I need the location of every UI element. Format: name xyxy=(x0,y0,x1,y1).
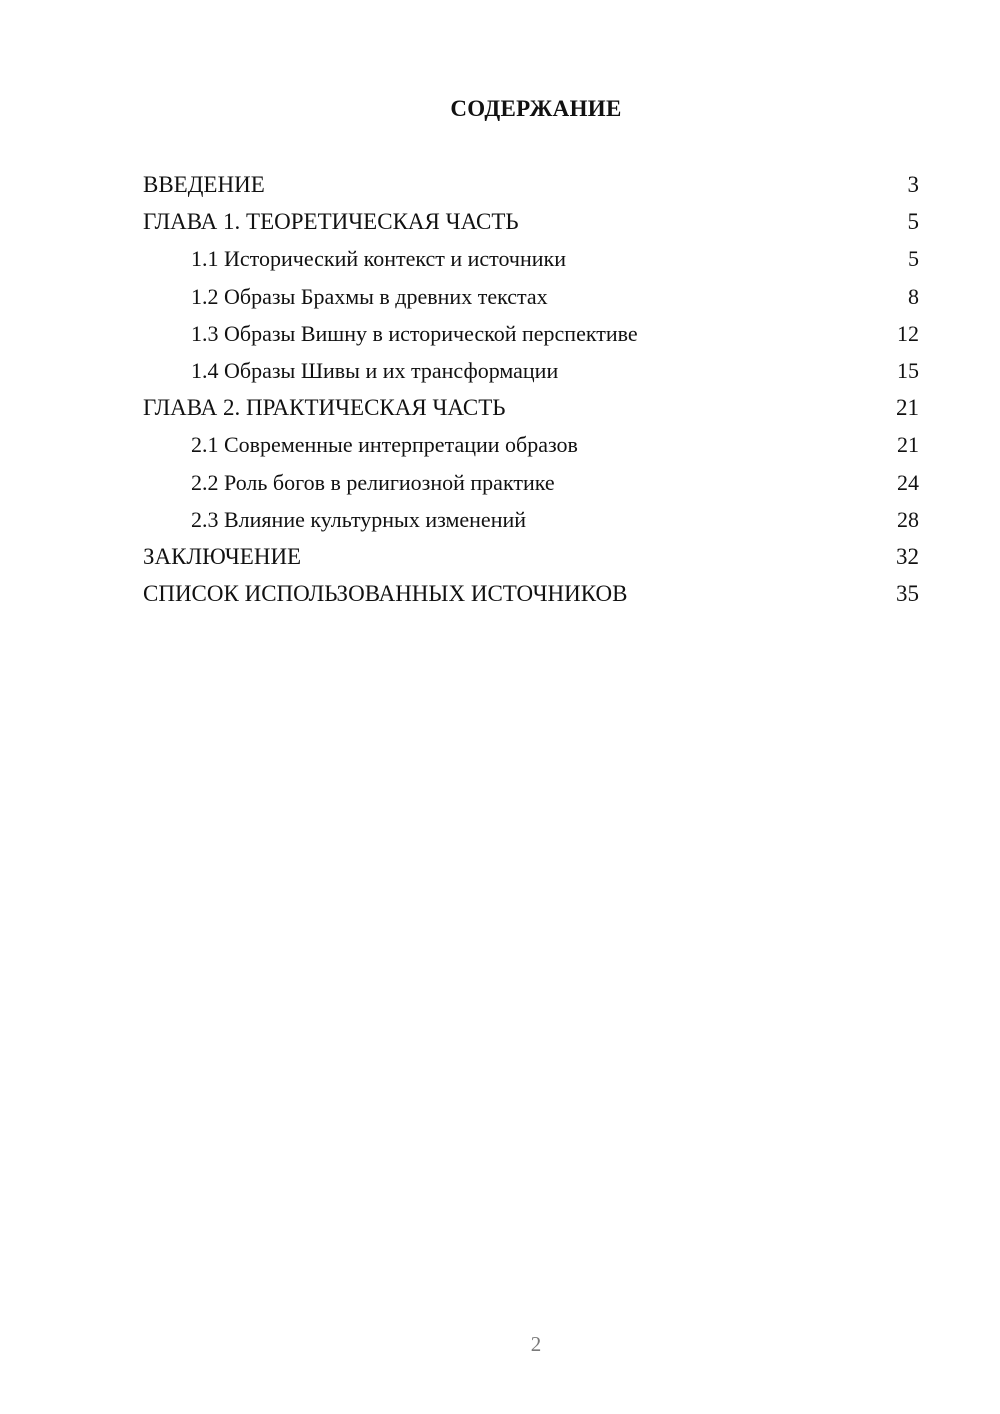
toc-entry-label: 2.2 Роль богов в религиозной практике xyxy=(191,469,555,495)
toc-entry-label: ГЛАВА 2. ПРАКТИЧЕСКАЯ ЧАСТЬ xyxy=(143,395,506,421)
toc-entry-section-1-3 xyxy=(143,317,919,354)
toc-entry-label: СПИСОК ИСПОЛЬЗОВАННЫХ ИСТОЧНИКОВ xyxy=(143,581,628,607)
toc-entry-page: 5 xyxy=(907,209,919,235)
toc-entry-page: 35 xyxy=(896,581,919,607)
toc-entry-page: 28 xyxy=(897,506,919,532)
page-title: СОДЕРЖАНИЕ xyxy=(450,96,622,121)
toc-entry-chapter-2 xyxy=(143,391,919,428)
toc-entry-page: 21 xyxy=(896,395,919,421)
toc-entry-page: 24 xyxy=(897,469,919,495)
toc-entry-introduction xyxy=(143,168,919,205)
toc-entry-label: 1.4 Образы Шивы и их трансформации xyxy=(191,357,559,383)
toc-entry-section-2-3 xyxy=(143,503,919,540)
toc-entry-label: 1.1 Исторический контекст и источники xyxy=(191,246,567,272)
toc-entry-page: 8 xyxy=(908,283,919,309)
toc-entry-section-2-2 xyxy=(143,466,919,503)
toc-entry-page: 5 xyxy=(908,246,919,272)
toc-entry-chapter-1 xyxy=(143,205,919,242)
toc-entry-page: 32 xyxy=(896,543,919,569)
toc-entry-label: ВВЕДЕНИЕ xyxy=(143,172,265,197)
table-of-contents xyxy=(143,168,919,614)
toc-entry-conclusion xyxy=(143,540,919,577)
toc-entry-references xyxy=(143,577,919,614)
toc-entry-label: 2.1 Современные интерпретации образов xyxy=(191,432,578,458)
toc-entry-page: 12 xyxy=(897,320,919,346)
page-number: 2 xyxy=(530,1332,542,1356)
toc-entry-label: ЗАКЛЮЧЕНИЕ xyxy=(143,543,302,569)
toc-entry-section-1-1 xyxy=(143,242,919,279)
toc-entry-page: 21 xyxy=(897,432,919,458)
toc-entry-label: 2.3 Влияние культурных изменений xyxy=(191,506,527,532)
toc-entry-page: 3 xyxy=(907,172,919,197)
toc-entry-label: ГЛАВА 1. ТЕОРЕТИЧЕСКАЯ ЧАСТЬ xyxy=(143,209,519,235)
toc-entry-label: 1.2 Образы Брахмы в древних текстах xyxy=(191,283,548,309)
toc-entry-section-1-2 xyxy=(143,280,919,317)
toc-entry-section-2-1 xyxy=(143,428,919,465)
toc-entry-section-1-4 xyxy=(143,354,919,391)
toc-entry-label: 1.3 Образы Вишну в исторической перспективе xyxy=(191,320,638,346)
toc-entry-page: 15 xyxy=(897,357,919,383)
